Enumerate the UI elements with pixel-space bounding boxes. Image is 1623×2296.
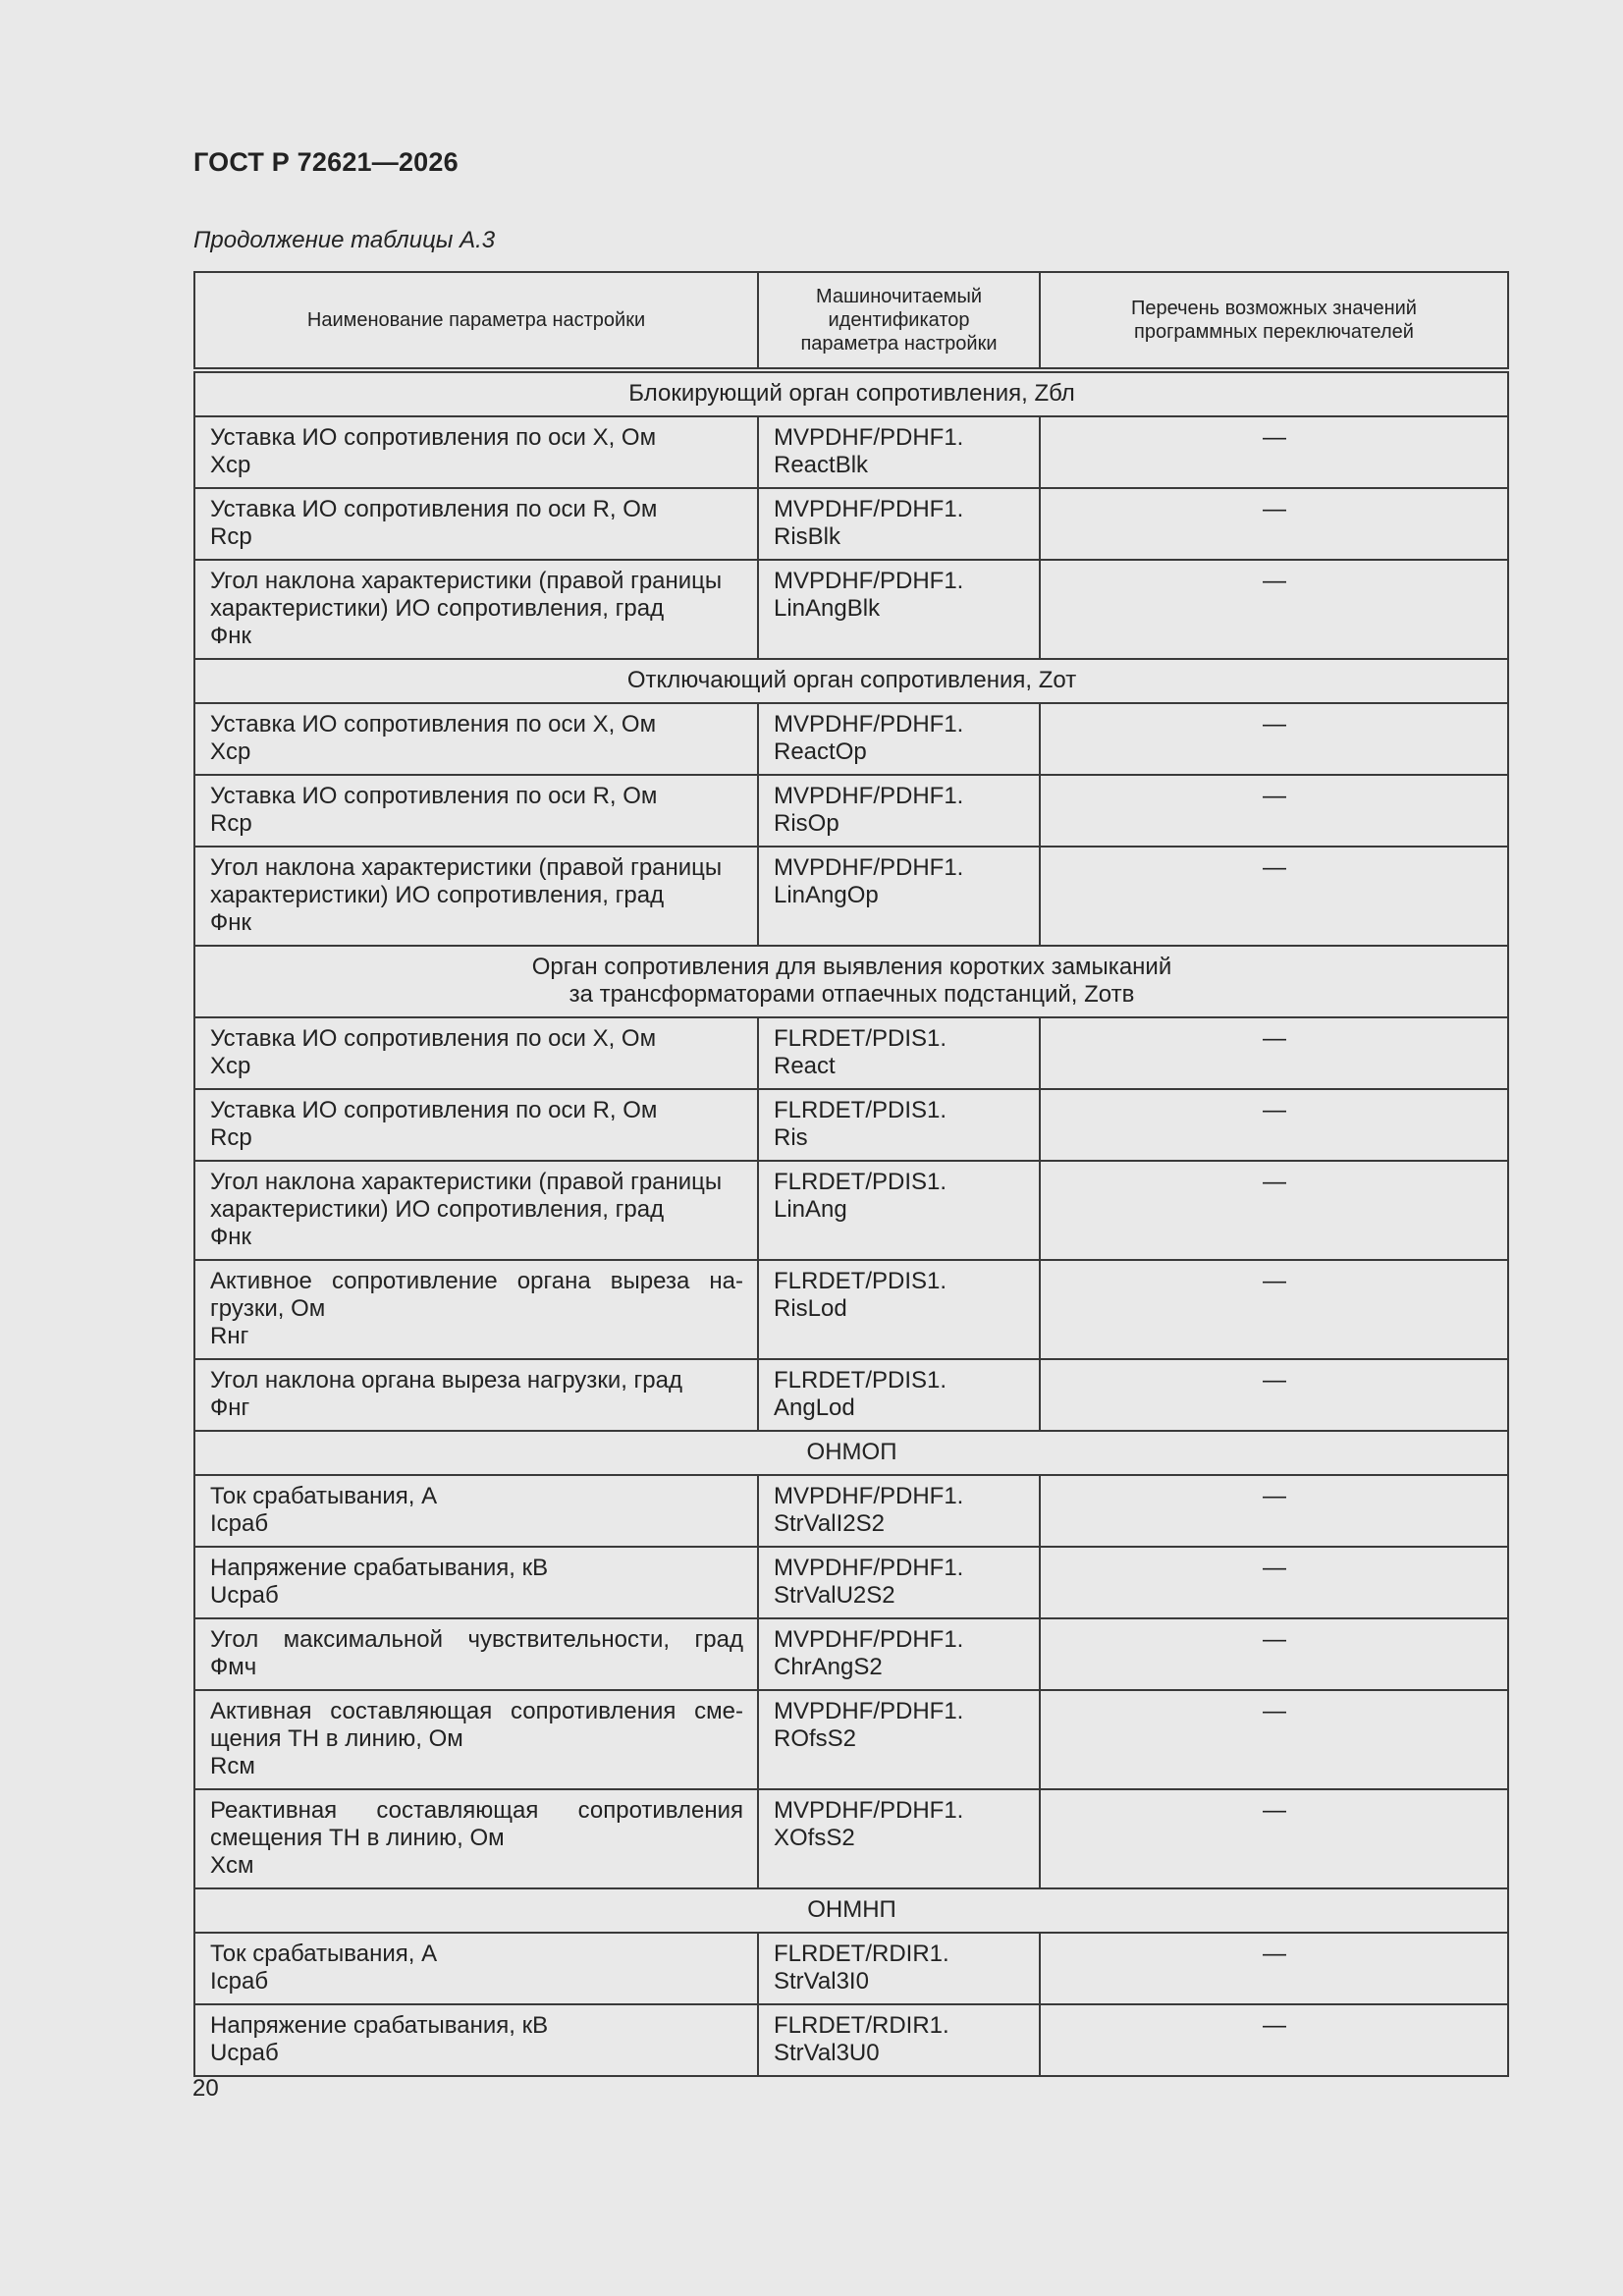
section-title-line: ОНМОП [806,1439,897,1465]
parameter-name-line: характеристики) ИО сопротивления, град [210,595,665,622]
machine-id-line: StrValI2S2 [774,1510,885,1537]
machine-id-cell [758,1475,1040,1547]
section-title [194,1888,1508,1933]
table-row [194,1475,1508,1547]
machine-id-cell [758,1260,1040,1359]
section-title [194,1431,1508,1475]
machine-id-line: MVPDHF/PDHF1. [774,496,964,522]
column-header-parameter-name: Наименование параметра настройки [194,272,758,370]
machine-id-cell [758,1359,1040,1431]
parameter-name-cell [194,1475,758,1547]
machine-id-line: MVPDHF/PDHF1. [774,854,964,881]
column-header-switch-values: Перечень возможных значений программных переключателей [1040,272,1508,370]
table-row [194,1359,1508,1431]
machine-id-line: React [774,1053,836,1079]
machine-id-line: RisLod [774,1295,847,1322]
section-row [194,1888,1508,1933]
section-title [194,370,1508,416]
section-title [194,659,1508,703]
parameter-name-cell [194,1547,758,1618]
parameter-name-line: Угол наклона характеристики (правой границы [210,568,723,594]
parameter-name-line: Фнк [210,623,251,649]
machine-id-cell [758,1690,1040,1789]
parameter-name-line: характеристики) ИО сопротивления, град [210,882,665,908]
parameter-name-line: Уставка ИО сопротивления по оси R, Ом [210,783,658,809]
machine-id-cell [758,1789,1040,1888]
parameter-name-cell [194,1089,758,1161]
parameter-name-line: Xсм [210,1852,254,1879]
parameter-name-line: Напряжение срабатывания, кВ [210,2012,549,2039]
table-row [194,1547,1508,1618]
section-row [194,659,1508,703]
table-caption: Продолжение таблицы А.3 [193,227,496,253]
parameter-name-line: Ток срабатывания, А [210,1941,438,1967]
switch-values-cell: — [1040,1161,1508,1260]
table-row [194,560,1508,659]
section-row [194,1431,1508,1475]
parameter-name-cell [194,1359,758,1431]
switch-values-cell: — [1040,775,1508,847]
settings-table [193,271,1509,2077]
parameter-name-line: Уставка ИО сопротивления по оси X, Ом [210,424,657,451]
machine-id-line: StrVal3I0 [774,1968,869,1995]
table-row [194,1089,1508,1161]
parameter-name-line: Угол максимальной чувствительности, град [210,1626,743,1653]
parameter-name-cell [194,1690,758,1789]
switch-values-cell: — [1040,1618,1508,1690]
section-title-line: Орган сопротивления для выявления коротких замыканий [531,954,1172,980]
machine-id-cell [758,1933,1040,2004]
machine-id-cell [758,1089,1040,1161]
parameter-name-line: щения ТН в линию, Ом [210,1725,463,1752]
parameter-name-cell [194,488,758,560]
parameter-name-line: Xср [210,1053,251,1079]
parameter-name-cell [194,775,758,847]
parameter-name-line: Uсраб [210,2040,279,2066]
machine-id-line: MVPDHF/PDHF1. [774,568,964,594]
section-row [194,946,1508,1017]
switch-values-cell: — [1040,1359,1508,1431]
table-row [194,847,1508,946]
parameter-name-line: смещения ТН в линию, Ом [210,1825,505,1851]
parameter-name-line: Уставка ИО сопротивления по оси R, Ом [210,496,658,522]
parameter-name-line: Rср [210,523,252,550]
parameter-name-line: Угол наклона характеристики (правой границы [210,1169,723,1195]
parameter-name-line: Уставка ИО сопротивления по оси R, Ом [210,1097,658,1123]
machine-id-line: RisBlk [774,523,841,550]
machine-id-line: RisOp [774,810,839,837]
table-row [194,1618,1508,1690]
parameter-name-cell [194,416,758,488]
table-row [194,1690,1508,1789]
table-row [194,2004,1508,2076]
machine-id-line: StrValU2S2 [774,1582,895,1609]
section-title-line: ОНМНП [807,1896,896,1923]
parameter-name-cell [194,2004,758,2076]
machine-id-line: MVPDHF/PDHF1. [774,1555,964,1581]
machine-id-line: LinAngOp [774,882,879,908]
machine-id-line: MVPDHF/PDHF1. [774,711,964,738]
page-number: 20 [192,2075,219,2102]
machine-id-cell [758,488,1040,560]
parameter-name-line: Фмч [210,1654,257,1680]
machine-id-line: MVPDHF/PDHF1. [774,1626,964,1653]
document-code: ГОСТ Р 72621—2026 [193,147,459,177]
switch-values-cell: — [1040,416,1508,488]
table-row [194,1789,1508,1888]
table-row [194,1017,1508,1089]
table-row [194,703,1508,775]
switch-values-cell: — [1040,2004,1508,2076]
machine-id-line: FLRDET/PDIS1. [774,1025,947,1052]
parameter-name-cell [194,847,758,946]
section-title-line: Отключающий орган сопротивления, Zот [626,667,1077,693]
section-row [194,370,1508,416]
parameter-name-line: Уставка ИО сопротивления по оси X, Ом [210,1025,657,1052]
parameter-name-cell [194,1618,758,1690]
table-row [194,775,1508,847]
parameter-name-line: Iсраб [210,1510,269,1537]
parameter-name-line: Rсм [210,1753,255,1779]
parameter-name-cell [194,703,758,775]
switch-values-cell: — [1040,703,1508,775]
machine-id-cell [758,416,1040,488]
parameter-name-line: Фнк [210,909,251,936]
machine-id-cell [758,1017,1040,1089]
parameter-name-line: Ток срабатывания, А [210,1483,438,1509]
table-header-row [194,272,1508,370]
parameter-name-line: Фнк [210,1224,251,1250]
parameter-name-cell [194,560,758,659]
parameter-name-line: Rнг [210,1323,249,1349]
machine-id-line: ReactOp [774,738,867,765]
parameter-name-line: Активное сопротивление органа выреза на- [210,1268,743,1294]
machine-id-line: MVPDHF/PDHF1. [774,1483,964,1509]
switch-values-cell: — [1040,1547,1508,1618]
parameter-name-line: Угол наклона органа выреза нагрузки, град [210,1367,683,1394]
section-title [194,946,1508,1017]
parameter-name-line: Rср [210,810,252,837]
table-row [194,1933,1508,2004]
machine-id-cell [758,1618,1040,1690]
switch-values-cell: — [1040,1089,1508,1161]
machine-id-line: XOfsS2 [774,1825,855,1851]
table-row [194,1161,1508,1260]
parameter-name-line: Uсраб [210,1582,279,1609]
parameter-name-line: Активная составляющая сопротивления сме- [210,1698,743,1724]
machine-id-line: MVPDHF/PDHF1. [774,424,964,451]
parameter-name-line: характеристики) ИО сопротивления, град [210,1196,665,1223]
parameter-name-line: Уставка ИО сопротивления по оси X, Ом [210,711,657,738]
parameter-name-cell [194,1260,758,1359]
switch-values-cell: — [1040,1017,1508,1089]
machine-id-line: ReactBlk [774,452,869,478]
table-row [194,488,1508,560]
machine-id-line: FLRDET/PDIS1. [774,1169,947,1195]
switch-values-cell: — [1040,1789,1508,1888]
section-title-line: за трансформаторами отпаечных подстанций, Zотв [568,981,1135,1008]
switch-values-cell: — [1040,560,1508,659]
parameter-name-line: Напряжение срабатывания, кВ [210,1555,549,1581]
machine-id-line: StrVal3U0 [774,2040,880,2066]
machine-id-line: FLRDET/PDIS1. [774,1367,947,1394]
machine-id-line: FLRDET/RDIR1. [774,1941,949,1967]
machine-id-cell [758,775,1040,847]
parameter-name-cell [194,1789,758,1888]
machine-id-line: MVPDHF/PDHF1. [774,1698,964,1724]
parameter-name-cell [194,1161,758,1260]
parameter-name-line: Угол наклона характеристики (правой границы [210,854,723,881]
switch-values-cell: — [1040,488,1508,560]
machine-id-line: AngLod [774,1394,855,1421]
parameter-name-cell [194,1017,758,1089]
machine-id-line: Ris [774,1124,808,1151]
machine-id-line: ChrAngS2 [774,1654,883,1680]
machine-id-cell [758,703,1040,775]
parameter-name-line: Iсраб [210,1968,269,1995]
machine-id-cell [758,560,1040,659]
switch-values-cell: — [1040,1690,1508,1789]
table-row [194,1260,1508,1359]
machine-id-line: MVPDHF/PDHF1. [774,1797,964,1824]
parameter-name-line: Реактивная составляющая сопротивления [210,1797,743,1824]
section-title-line: Блокирующий орган сопротивления, Zбл [628,380,1075,407]
table-row [194,416,1508,488]
machine-id-line: LinAng [774,1196,847,1223]
parameter-name-cell [194,1933,758,2004]
parameter-name-line: Xср [210,452,251,478]
machine-id-cell [758,847,1040,946]
switch-values-cell: — [1040,847,1508,946]
parameter-name-line: Xср [210,738,251,765]
machine-id-line: FLRDET/RDIR1. [774,2012,949,2039]
column-header-machine-id: Машиночитаемый идентификатор параметра настройки [758,272,1040,370]
machine-id-line: ROfsS2 [774,1725,857,1752]
machine-id-line: FLRDET/PDIS1. [774,1268,947,1294]
parameter-name-line: Фнг [210,1394,250,1421]
machine-id-line: MVPDHF/PDHF1. [774,783,964,809]
switch-values-cell: — [1040,1933,1508,2004]
machine-id-cell [758,2004,1040,2076]
parameter-name-line: грузки, Ом [210,1295,326,1322]
machine-id-cell [758,1161,1040,1260]
machine-id-cell [758,1547,1040,1618]
machine-id-line: LinAngBlk [774,595,881,622]
switch-values-cell: — [1040,1475,1508,1547]
switch-values-cell: — [1040,1260,1508,1359]
parameter-name-line: Rср [210,1124,252,1151]
machine-id-line: FLRDET/PDIS1. [774,1097,947,1123]
